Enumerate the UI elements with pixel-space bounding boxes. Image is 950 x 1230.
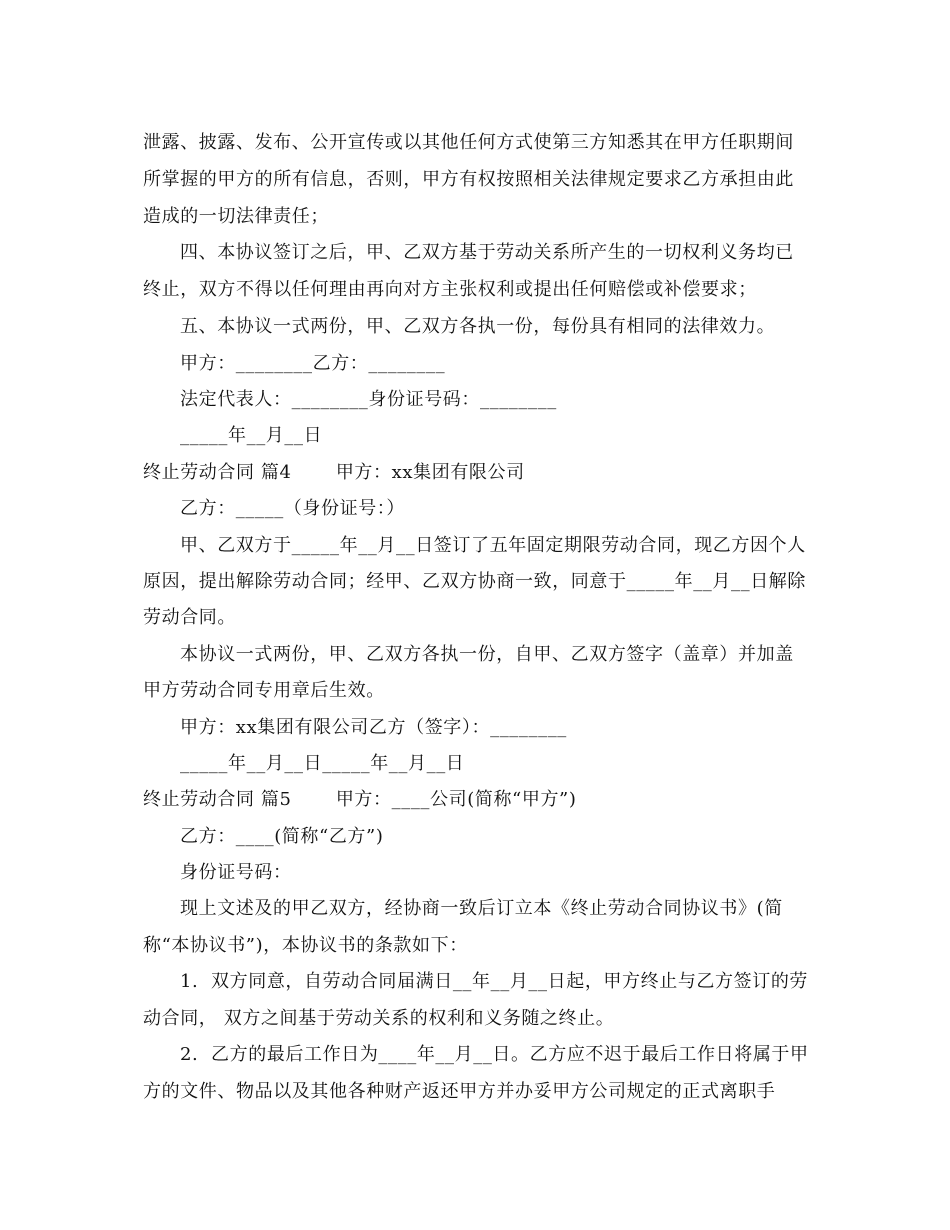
text-line: 称“本协议书”)，本协议书的条款如下： [143, 935, 468, 956]
text-line: 动合同， 双方之间基于劳动关系的权利和义务随之终止。 [143, 1008, 615, 1029]
text-line: 现上文述及的甲乙双方，经协商一致后订立本《终止劳动合同协议书》(简 [180, 898, 783, 919]
text-line: 泄露、披露、发布、公开宣传或以其他任何方式使第三方知悉其在甲方任职期间 [143, 132, 794, 153]
text-line: 四、本协议签订之后，甲、乙双方基于劳动关系所产生的一切权利义务均已 [180, 242, 794, 263]
signature-line: 甲方：________乙方：________ [180, 353, 446, 374]
signature-line: 甲方：xx集团有限公司乙方（签字）：________ [180, 717, 567, 738]
text-line: 原因，提出解除劳动合同；经甲、乙双方协商一致，同意于_____年__月__日解除 [143, 571, 806, 592]
text-line: 所掌握的甲方的所有信息，否则，甲方有权按照相关法律规定要求乙方承担由此 [143, 169, 794, 190]
text-line: 身份证号码： [180, 862, 292, 883]
text-line: 五、本协议一式两份，甲、乙双方各执一份，每份具有相同的法律效力。 [180, 316, 776, 337]
text-line: 方的文件、物品以及其他各种财产返还甲方并办妥甲方公司规定的正式离职手 [143, 1081, 776, 1102]
text-line: 甲方劳动合同专用章后生效。 [143, 680, 385, 701]
text-line: 1. 双方同意，自劳动合同届满日__年__月__日起，甲方终止与乙方签订的劳 [180, 971, 809, 992]
text-line: 2. 乙方的最后工作日为____年__月__日。乙方应不迟于最后工作日将属于甲 [180, 1044, 809, 1065]
text-line: 本协议一式两份，甲、乙双方各执一份，自甲、乙双方签字（盖章）并加盖 [180, 644, 794, 665]
text-line: 乙方：____(简称“乙方”) [180, 826, 384, 847]
date-line: _____年__月__日 [180, 425, 323, 446]
section-heading: 终止劳动合同 篇4 甲方：xx集团有限公司 [143, 462, 525, 483]
section-heading: 终止劳动合同 篇5 甲方：____公司(简称“甲方”) [143, 789, 577, 810]
representative-line: 法定代表人：________身份证号码：________ [180, 389, 557, 410]
text-line: 乙方：_____（身份证号：） [180, 498, 405, 519]
date-line: _____年__月__日_____年__月__日 [180, 753, 465, 774]
text-line: 造成的一切法律责任； [143, 206, 329, 227]
text-line: 劳动合同。 [143, 607, 236, 628]
text-line: 终止，双方不得以任何理由再向对方主张权利或提出任何赔偿或补偿要求； [143, 279, 757, 300]
text-line: 甲、乙双方于_____年__月__日签订了五年固定期限劳动合同，现乙方因个人 [180, 535, 806, 556]
